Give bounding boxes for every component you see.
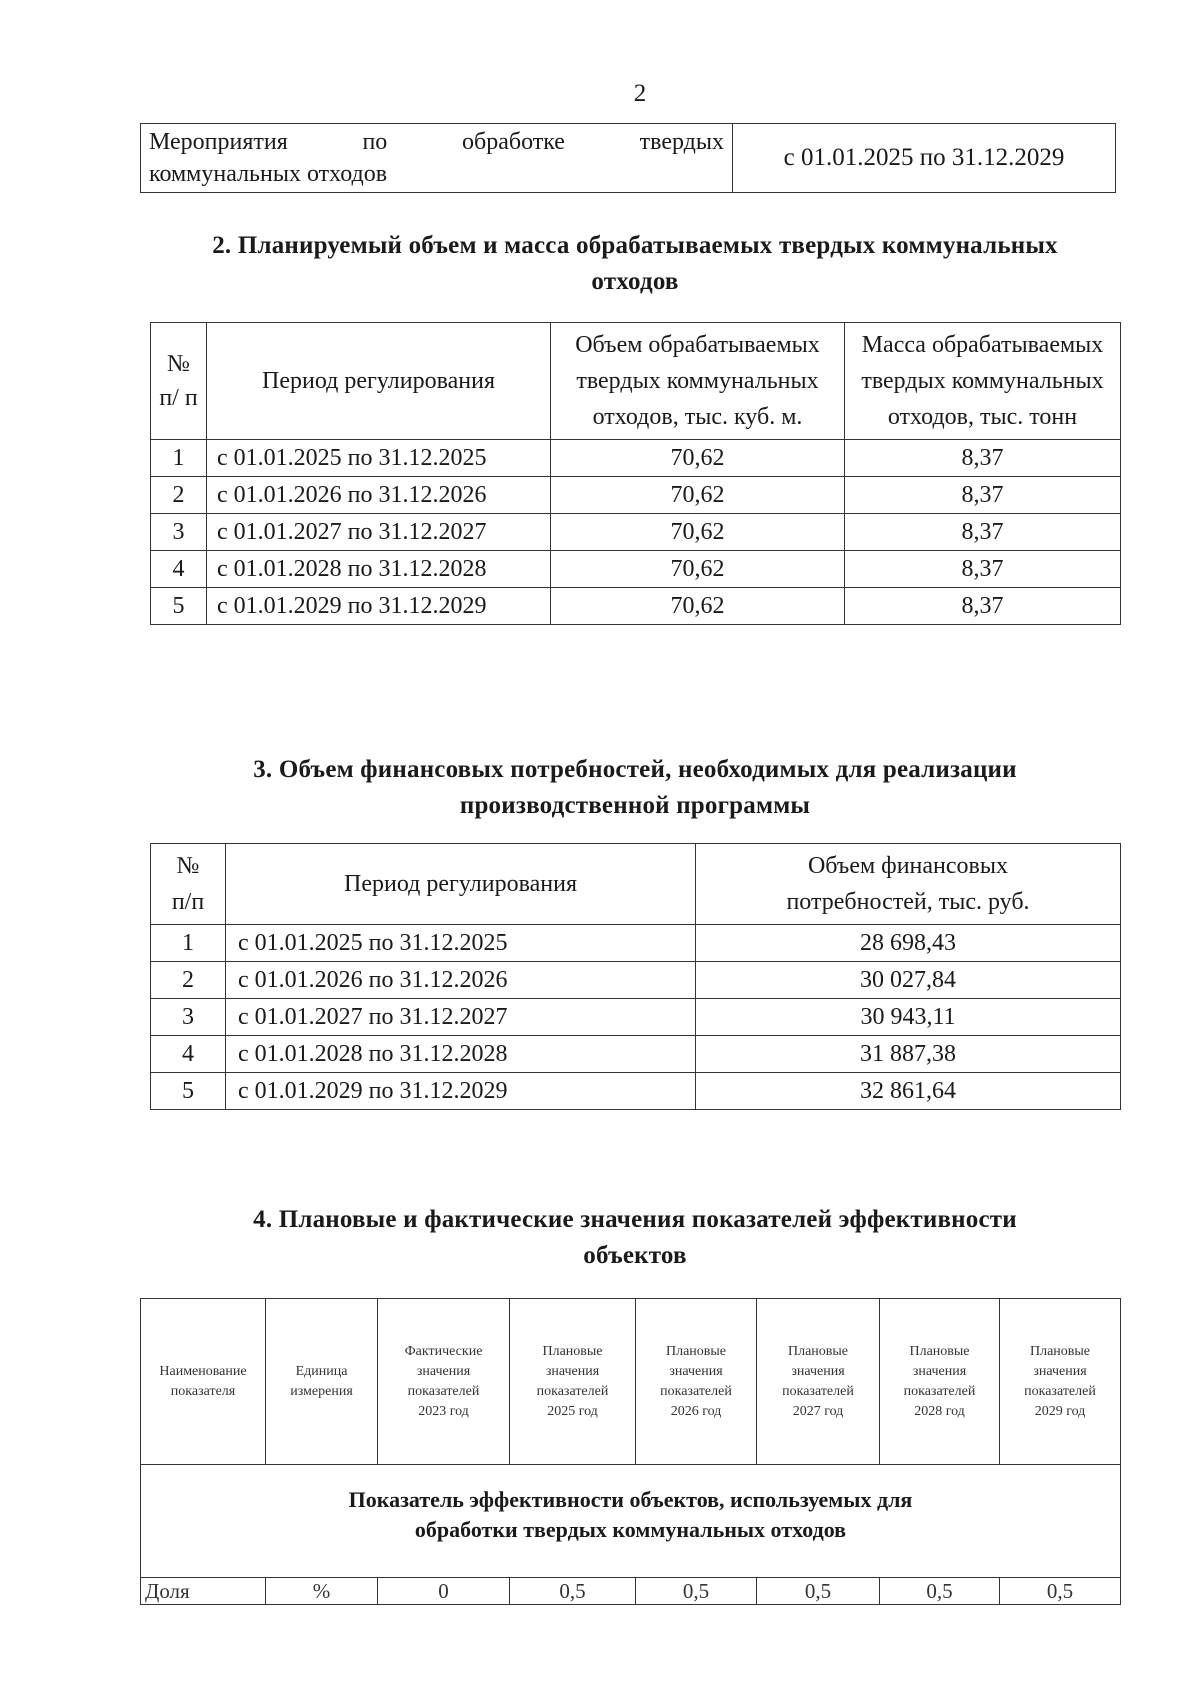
measures-line-1: Мероприятия по обработке твердых [149,129,724,155]
row-amount: 28 698,43 [696,925,1121,962]
row-num: 4 [151,551,207,588]
header-indicator-name: Наименование показателя [141,1299,266,1465]
table-header-row [151,844,1121,925]
section-3-heading [150,752,1120,824]
row-period: с 01.01.2025 по 31.12.2025 [226,925,696,962]
header-period: Период регулирования [226,844,696,925]
row-fact-2023: 0 [378,1578,510,1605]
row-period: с 01.01.2027 по 31.12.2027 [207,514,551,551]
subsection-title [141,1465,1121,1578]
section-4-heading-line-2: объектов [583,1242,687,1269]
measures-cell [141,124,733,193]
page-number: 2 [633,80,647,107]
table-row [151,925,1121,962]
row-volume: 70,62 [551,440,845,477]
row-period: с 01.01.2028 по 31.12.2028 [207,551,551,588]
efficiency-indicators-table [140,1298,1121,1605]
row-mass: 8,37 [845,588,1121,625]
section-4-heading [150,1202,1120,1274]
row-period: с 01.01.2025 по 31.12.2025 [207,440,551,477]
row-period: с 01.01.2029 по 31.12.2029 [226,1073,696,1110]
row-amount: 30 027,84 [696,962,1121,999]
row-period: с 01.01.2026 по 31.12.2026 [226,962,696,999]
row-plan-2026: 0,5 [636,1578,757,1605]
table-header-row [141,1299,1121,1465]
waste-volume-table [150,322,1121,625]
table-row [141,124,1116,193]
financial-needs-table [150,843,1121,1110]
row-num: 2 [151,477,207,514]
row-period: с 01.01.2026 по 31.12.2026 [207,477,551,514]
row-mass: 8,37 [845,514,1121,551]
header-fact-2023: Фактические значения показателей 2023 год [378,1299,510,1465]
table-row [141,1578,1121,1605]
section-2-heading-line-2: отходов [591,268,679,295]
row-amount: 31 887,38 [696,1036,1121,1073]
table-row [151,514,1121,551]
row-amount: 30 943,11 [696,999,1121,1036]
row-mass: 8,37 [845,440,1121,477]
header-plan-2029: Плановые значения показателей 2029 год [1000,1299,1121,1465]
table-row [151,477,1121,514]
measures-line-2: коммунальных отходов [149,161,388,187]
row-plan-2028: 0,5 [880,1578,1000,1605]
table-row [151,440,1121,477]
row-volume: 70,62 [551,588,845,625]
header-num: № п/ п [151,323,207,440]
subsection-title-text: Показатель эффективности объектов, используемых для обработки твердых коммунальных отходов [348,1487,913,1542]
row-volume: 70,62 [551,477,845,514]
row-num: 5 [151,588,207,625]
section-4-heading-line-1: 4. Плановые и фактические значения показателей эффективности [253,1206,1017,1233]
row-num: 3 [151,514,207,551]
row-indicator-name: Доля [141,1578,266,1605]
table-row [151,1073,1121,1110]
header-period: Период регулирования [207,323,551,440]
row-volume: 70,62 [551,514,845,551]
row-mass: 8,37 [845,477,1121,514]
row-period: с 01.01.2029 по 31.12.2029 [207,588,551,625]
row-num: 2 [151,962,226,999]
row-period: с 01.01.2027 по 31.12.2027 [226,999,696,1036]
row-num: 1 [151,925,226,962]
header-plan-2028: Плановые значения показателей 2028 год [880,1299,1000,1465]
measures-period-cell: с 01.01.2025 по 31.12.2029 [733,124,1116,193]
header-volume: Объем обрабатываемых твердых коммунальных отходов, тыс. куб. м. [551,323,845,440]
row-num: 3 [151,999,226,1036]
row-num: 5 [151,1073,226,1110]
header-plan-2025: Плановые значения показателей 2025 год [510,1299,636,1465]
row-plan-2025: 0,5 [510,1578,636,1605]
row-unit: % [266,1578,378,1605]
table-row [151,962,1121,999]
section-3-heading-line-2: производственной программы [459,792,811,819]
section-3-heading-line-1: 3. Объем финансовых потребностей, необходимых для реализации [253,756,1017,783]
header-mass: Масса обрабатываемых твердых коммунальных отходов, тыс. тонн [845,323,1121,440]
row-period: с 01.01.2028 по 31.12.2028 [226,1036,696,1073]
header-plan-2027: Плановые значения показателей 2027 год [757,1299,880,1465]
program-measures-table [140,123,1116,193]
table-row [151,551,1121,588]
row-num: 4 [151,1036,226,1073]
row-plan-2029: 0,5 [1000,1578,1121,1605]
section-2-heading-line-1: 2. Планируемый объем и масса обрабатываемых твердых коммунальных [212,232,1058,259]
row-plan-2027: 0,5 [757,1578,880,1605]
table-section-row [141,1465,1121,1578]
row-num: 1 [151,440,207,477]
header-amount: Объем финансовых потребностей, тыс. руб. [696,844,1121,925]
section-2-heading [150,228,1120,300]
table-header-row [151,323,1121,440]
row-volume: 70,62 [551,551,845,588]
table-row [151,1036,1121,1073]
table-row [151,588,1121,625]
header-num: № п/п [151,844,226,925]
row-mass: 8,37 [845,551,1121,588]
table-row [151,999,1121,1036]
header-unit: Единица измерения [266,1299,378,1465]
row-amount: 32 861,64 [696,1073,1121,1110]
header-plan-2026: Плановые значения показателей 2026 год [636,1299,757,1465]
